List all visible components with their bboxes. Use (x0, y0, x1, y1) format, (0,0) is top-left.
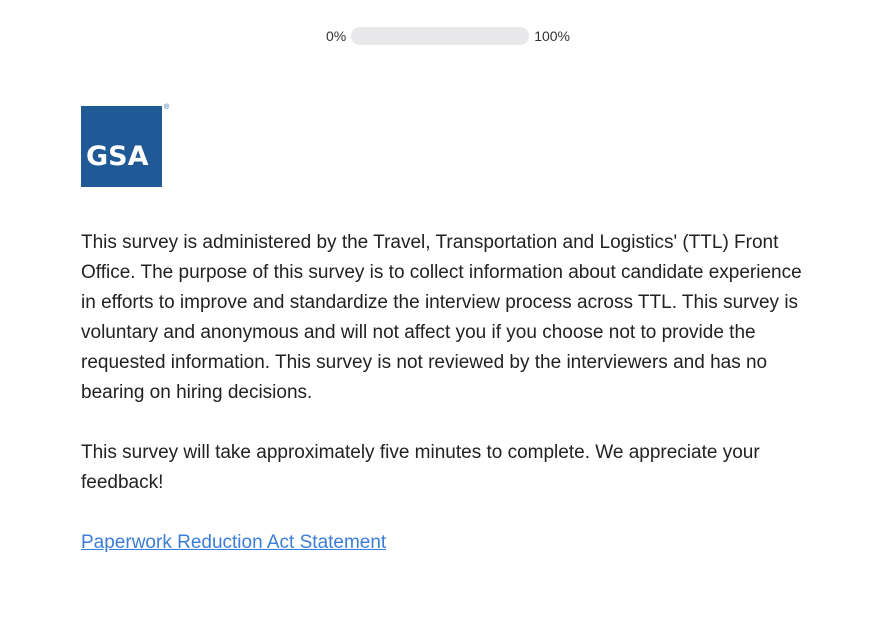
intro-paragraph-duration: This survey will take approximately five minutes to complete. We appreciate your feedback! (81, 442, 760, 493)
gsa-logo-text: GSA (86, 141, 149, 172)
progress-start-label: 0% (325, 28, 347, 44)
registered-mark: ® (164, 104, 170, 111)
intro-paragraph-purpose: This survey is administered by the Travel, Transportation and Logistics' (TTL) Front Office. The purpose of this survey is to collect information about candidate experience in efforts to improve and standardize the interview process across TTL. This survey is voluntary and anonymous and will not affect you if you choose not to provide the requested information. This survey is not reviewed by the interviewers and has no bearing on hiring decisions. (81, 232, 802, 403)
progress-end-label: 100% (534, 28, 571, 44)
paperwork-reduction-act-link[interactable]: Paperwork Reduction Act Statement (81, 532, 387, 553)
progress-bar-track (351, 27, 529, 45)
progress-indicator (0, 27, 896, 45)
gsa-logo (81, 106, 162, 187)
survey-intro (81, 228, 816, 558)
